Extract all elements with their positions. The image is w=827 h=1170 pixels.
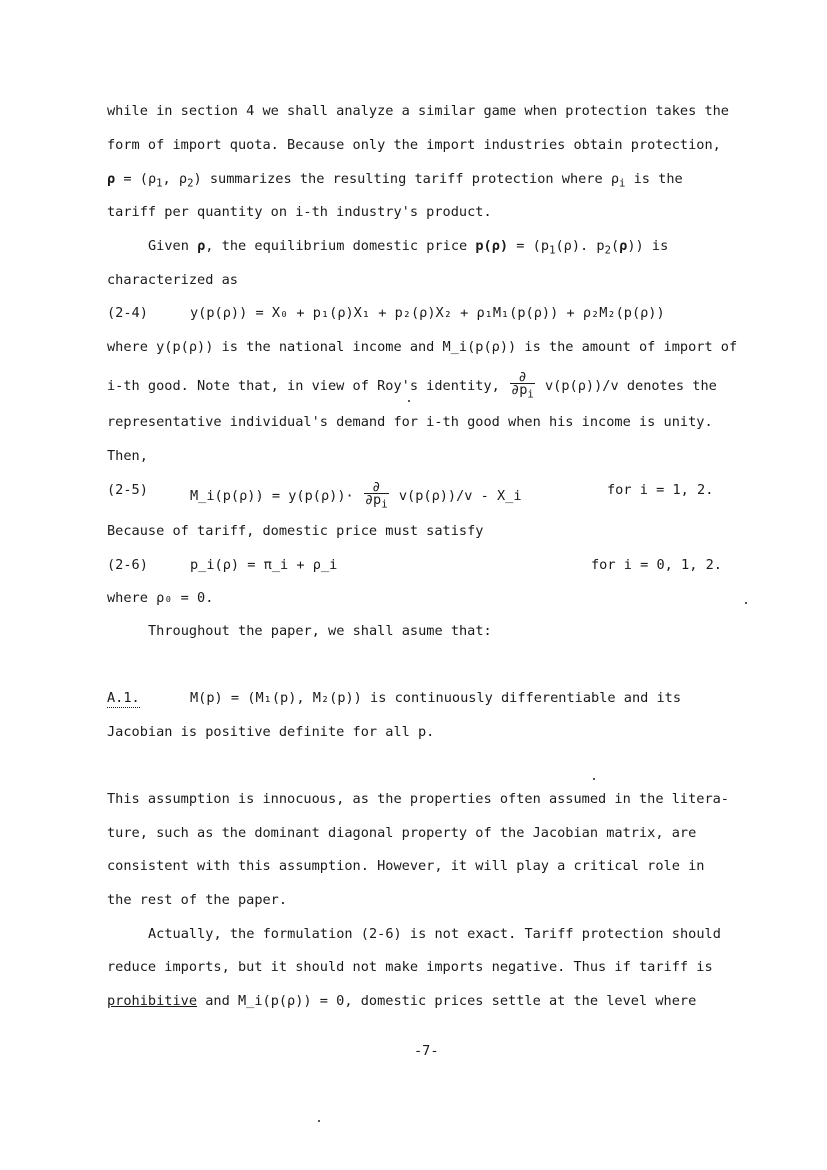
text-line: Throughout the paper, we shall asume that: — [148, 623, 492, 639]
text-line: the rest of the paper. — [107, 892, 288, 908]
equation-label: (2-4) — [107, 305, 148, 321]
text-line: reduce imports, but it should not make imports negative. Thus if tariff is — [107, 959, 713, 975]
text-line: Then, — [107, 448, 148, 464]
text-line: where ρ₀ = 0. — [107, 590, 214, 606]
equation: y(p(ρ)) = X₀ + p₁(ρ)X₁ + p₂(ρ)X₂ + ρ₁M₁(p(ρ)) + ρ₂M₂(p(ρ)) — [190, 305, 665, 321]
text-line: consistent with this assumption. However, it will play a critical role in — [107, 858, 705, 874]
assumption-label: A.1. — [107, 690, 140, 706]
text-line: i-th good. Note that, in view of Roy's identity, $\frac{\partial}{\partial p_i}$ v(p(ρ))/v denotes the — [107, 369, 717, 401]
text-line: where y(p(ρ)) is the national income and M_i(p(ρ)) is the amount of import of — [107, 339, 738, 355]
page-number: -7- — [414, 1043, 439, 1059]
text-line: $\rho = (\rho_1$, $\rho_2$) summarizes the resulting tariff protection where $\rho_i$ is the — [107, 171, 683, 190]
assumption-text: Jacobian is positive definite for all p. — [107, 724, 435, 740]
scan-speck — [408, 400, 410, 402]
equation-label: (2-5) — [107, 482, 148, 498]
text-line: characterized as — [107, 272, 238, 288]
scan-speck — [593, 778, 595, 780]
scan-speck — [318, 1120, 320, 1122]
partial-derivative: $\frac{\partial}{\partial p_i}$ — [511, 369, 534, 401]
equation: p_i(ρ) = π_i + ρ_i — [190, 557, 338, 573]
text-line: form of import quota. Because only the import industries obtain protection, — [107, 137, 721, 153]
scan-speck — [745, 602, 747, 604]
text-line: while in section 4 we shall analyze a similar game when protection takes the — [107, 103, 729, 119]
assumption-text: M(p) = (M₁(p), M₂(p)) is continuously differentiable and its — [190, 690, 682, 706]
equation-condition: for i = 0, 1, 2. — [591, 557, 722, 573]
text-line: prohibitive and M_i(p(ρ)) = 0, domestic prices settle at the level where — [107, 993, 697, 1009]
text-line: Actually, the formulation (2-6) is not exact. Tariff protection should — [148, 926, 721, 942]
equation: M_i(p(ρ)) = y(p(ρ))· $\frac{\partial}{\partial p_i}$ v(p(ρ))/v - X_i — [190, 479, 522, 511]
equation-condition: for i = 1, 2. — [607, 482, 714, 498]
text-line: Because of tariff, domestic price must satisfy — [107, 523, 484, 539]
equation-label: (2-6) — [107, 557, 148, 573]
underlined-term: prohibitive — [107, 993, 198, 1009]
text-line: Given ρ, the equilibrium domestic price $p(\rho) = (p_1(\rho)$. $p_2(\rho)$) is — [148, 238, 669, 257]
text-line: representative individual's demand for i-th good when his income is unity. — [107, 414, 713, 430]
partial-derivative: $\frac{\partial}{\partial p_i}$ — [364, 479, 388, 511]
text-line: ture, such as the dominant diagonal property of the Jacobian matrix, are — [107, 825, 697, 841]
text-line: tariff per quantity on i-th industry's product. — [107, 204, 492, 220]
text-line: This assumption is innocuous, as the properties often assumed in the litera- — [107, 791, 729, 807]
